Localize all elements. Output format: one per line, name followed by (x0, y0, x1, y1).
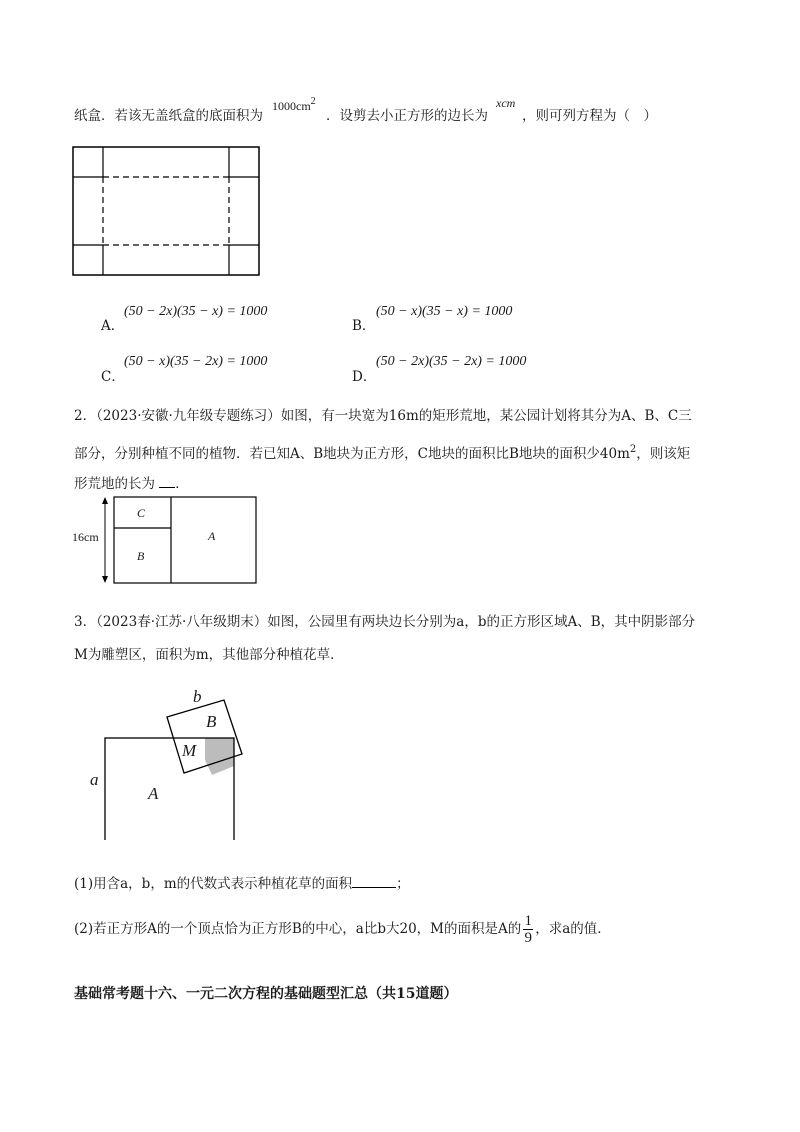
q3-part-2-text: (2)若正方形A的一个顶点恰为正方形B的中心，a比b大20，M的面积是A的 (74, 921, 522, 937)
q2-line-3-end: ． (175, 476, 189, 492)
q2-label-a: A (208, 529, 216, 543)
q3-line-1: 3．（2023春·江苏·八年级期末）如图，公园里有两块边长分别为a，b的正方形区域A、B，其中阴影部分 (74, 614, 696, 630)
q1-option-a-eq: (50 − 2x)(35 − x) = 1000 (124, 304, 268, 319)
q3-part-2-tail: ，求a的值． (535, 921, 611, 937)
q3-side-a-label: a (90, 770, 99, 789)
q3-part-1 (74, 873, 410, 894)
q2-line-2 (74, 440, 690, 464)
q1-mid-text: ．设剪去小正方形的边长为 (326, 108, 488, 124)
q2-arrow-head-top (102, 497, 108, 504)
q3-part-1-text: (1)用含a，b，m的代数式表示种植花草的面积 (74, 876, 353, 892)
q1-option-a-label: A． (101, 318, 125, 334)
q2-label-c: C (137, 506, 146, 520)
q2-arrow-head-bottom (102, 576, 108, 583)
q3-side-b-label: b (193, 687, 202, 706)
q2-outer-rect (114, 497, 256, 583)
q3-region-m-label: M (182, 741, 197, 760)
q3-frac-den: 9 (524, 930, 532, 946)
q1-prefix: 纸盒．若该无盖纸盒的底面积为 (74, 108, 263, 124)
q3-shaded-region-m (205, 738, 234, 775)
q1-stem-line (74, 106, 263, 126)
q1-option-c-label: C． (101, 369, 125, 385)
q3-answer-blank[interactable] (352, 873, 396, 888)
q1-area-text: 1000cm (272, 99, 311, 113)
q3-part-1-end: ； (396, 876, 410, 892)
q1-option-b-label: B． (352, 318, 376, 334)
q1-option-d-label: D． (352, 369, 377, 385)
q1-area-sup: 2 (310, 96, 316, 107)
q3-square-a-label: A (148, 784, 159, 803)
q1-suffix: ，则可列方程为（ ） (522, 108, 657, 124)
section-heading: 基础常考题十六、一元二次方程的基础题型汇总（共15道题） (74, 986, 458, 1002)
q3-line-2: M为雕塑区，面积为m，其他部分种植花草． (74, 647, 344, 663)
q2-answer-blank[interactable] (159, 473, 175, 488)
q1-area-value (272, 96, 316, 114)
q3-frac-num: 1 (524, 913, 532, 929)
q1-option-d-eq: (50 − 2x)(35 − 2x) = 1000 (376, 354, 527, 369)
q1-option-b-eq: (50 − x)(35 − x) = 1000 (376, 304, 513, 319)
q2-height-label: 16cm (72, 530, 99, 544)
q1-side-var: xcm (496, 96, 516, 110)
q1-option-c-eq: (50 − x)(35 − 2x) = 1000 (124, 354, 268, 369)
q2-line-1: 2．（2023·安徽·九年级专题练习）如图，有一块宽为16m的矩形荒地，某公园计划将其分为A、B、C三 (74, 408, 692, 424)
q2-line-3-text: 形荒地的长为 (74, 476, 155, 492)
q1-box-figure (72, 146, 262, 278)
q2-land-figure (96, 494, 262, 586)
q3-part-2 (74, 913, 611, 946)
q1-outer-rect (73, 147, 259, 275)
q3-fraction (523, 913, 533, 946)
q2-line-3 (74, 473, 189, 494)
q2-line-2-tail: ，则该矩 (636, 446, 691, 462)
q2-line-2-sup: 2 (629, 444, 637, 455)
q3-square-b-label: B (206, 712, 217, 731)
q1-fold-dashes (103, 177, 229, 245)
q2-line-2-text: 部分，分别种植不同的植物．若已知A、B地块为正方形，C地块的面积比B地块的面积少40m (74, 446, 630, 462)
q2-label-b: B (137, 549, 145, 563)
q3-squares-figure (100, 690, 270, 840)
